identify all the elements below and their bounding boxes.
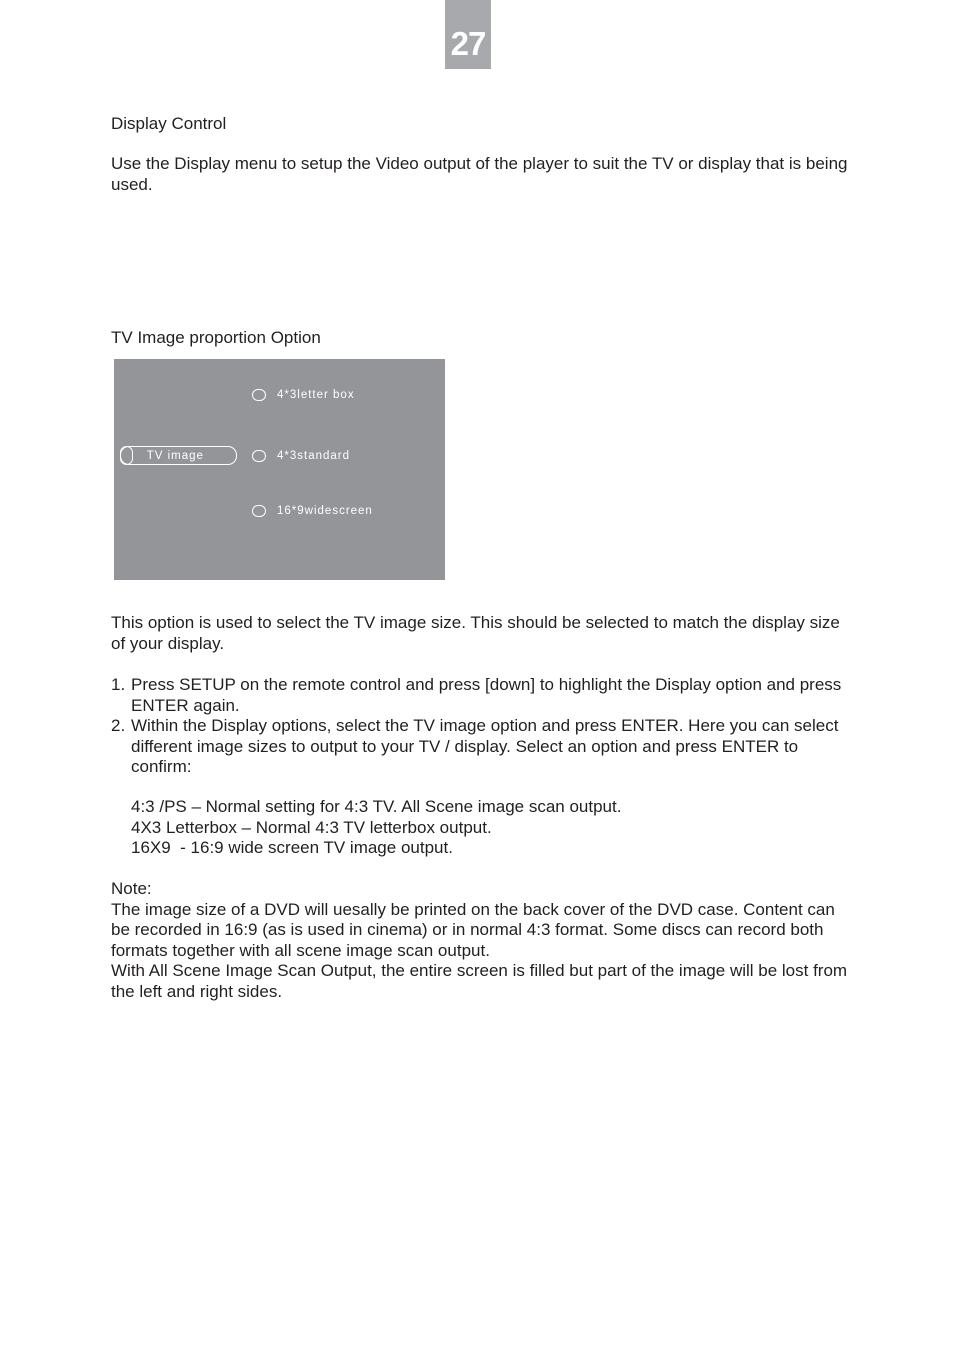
option-label: 4*3standard <box>277 450 351 462</box>
list-item <box>111 675 851 716</box>
section-title: Display Control <box>111 114 227 133</box>
option-note: 16X9 - 16:9 wide screen TV image output. <box>131 838 453 857</box>
option-notes <box>131 797 621 859</box>
tv-image-label: TV image <box>146 449 204 462</box>
description-paragraph: This option is used to select the TV image size. This should be selected to match the display size of your display. <box>111 613 840 653</box>
list-item <box>111 716 851 778</box>
step-text: Press SETUP on the remote control and press [down] to highlight the Display option and press ENTER again. <box>131 675 842 715</box>
option-widescreen <box>252 505 373 517</box>
note-label: Note: <box>111 879 152 898</box>
note-paragraph: With All Scene Image Scan Output, the entire screen is filled but part of the image will be lost from the left and right sides. <box>111 961 848 1001</box>
option-note: 4:3 /PS – Normal setting for 4:3 TV. All Scene image scan output. <box>131 797 622 816</box>
steps-list <box>111 675 851 778</box>
option-label: 16*9widescreen <box>277 505 373 517</box>
tv-image-button <box>120 446 237 465</box>
intro-paragraph: Use the Display menu to setup the Video output of the player to suit the TV or display that is being used. <box>111 154 848 194</box>
radio-icon <box>252 389 266 401</box>
step-number: 1. <box>111 675 126 694</box>
option-note: 4X3 Letterbox – Normal 4:3 TV letterbox output. <box>131 817 492 837</box>
note-block <box>111 879 851 1002</box>
radio-icon <box>252 505 266 517</box>
option-standard <box>252 450 350 462</box>
option-letterbox <box>252 389 355 401</box>
note-paragraph: The image size of a DVD will uesally be printed on the back cover of the DVD case. Content can be recorded in 16:9 (as is used in cinema) or in normal 4:3 format. Some discs can record both formats together with all scene image scan output. <box>111 899 835 960</box>
page-number: 27 <box>445 0 491 69</box>
tv-image-menu-screenshot <box>114 359 445 580</box>
radio-icon <box>252 450 266 462</box>
step-text: Within the Display options, select the TV image option and press ENTER. Here you can select different image sizes to output to your TV / display. Select an option and press ENTER to confirm: <box>131 716 839 776</box>
selector-cap-icon <box>120 446 133 465</box>
step-number: 2. <box>111 716 126 735</box>
option-label: 4*3letter box <box>277 389 355 401</box>
subsection-title: TV Image proportion Option <box>111 328 321 347</box>
